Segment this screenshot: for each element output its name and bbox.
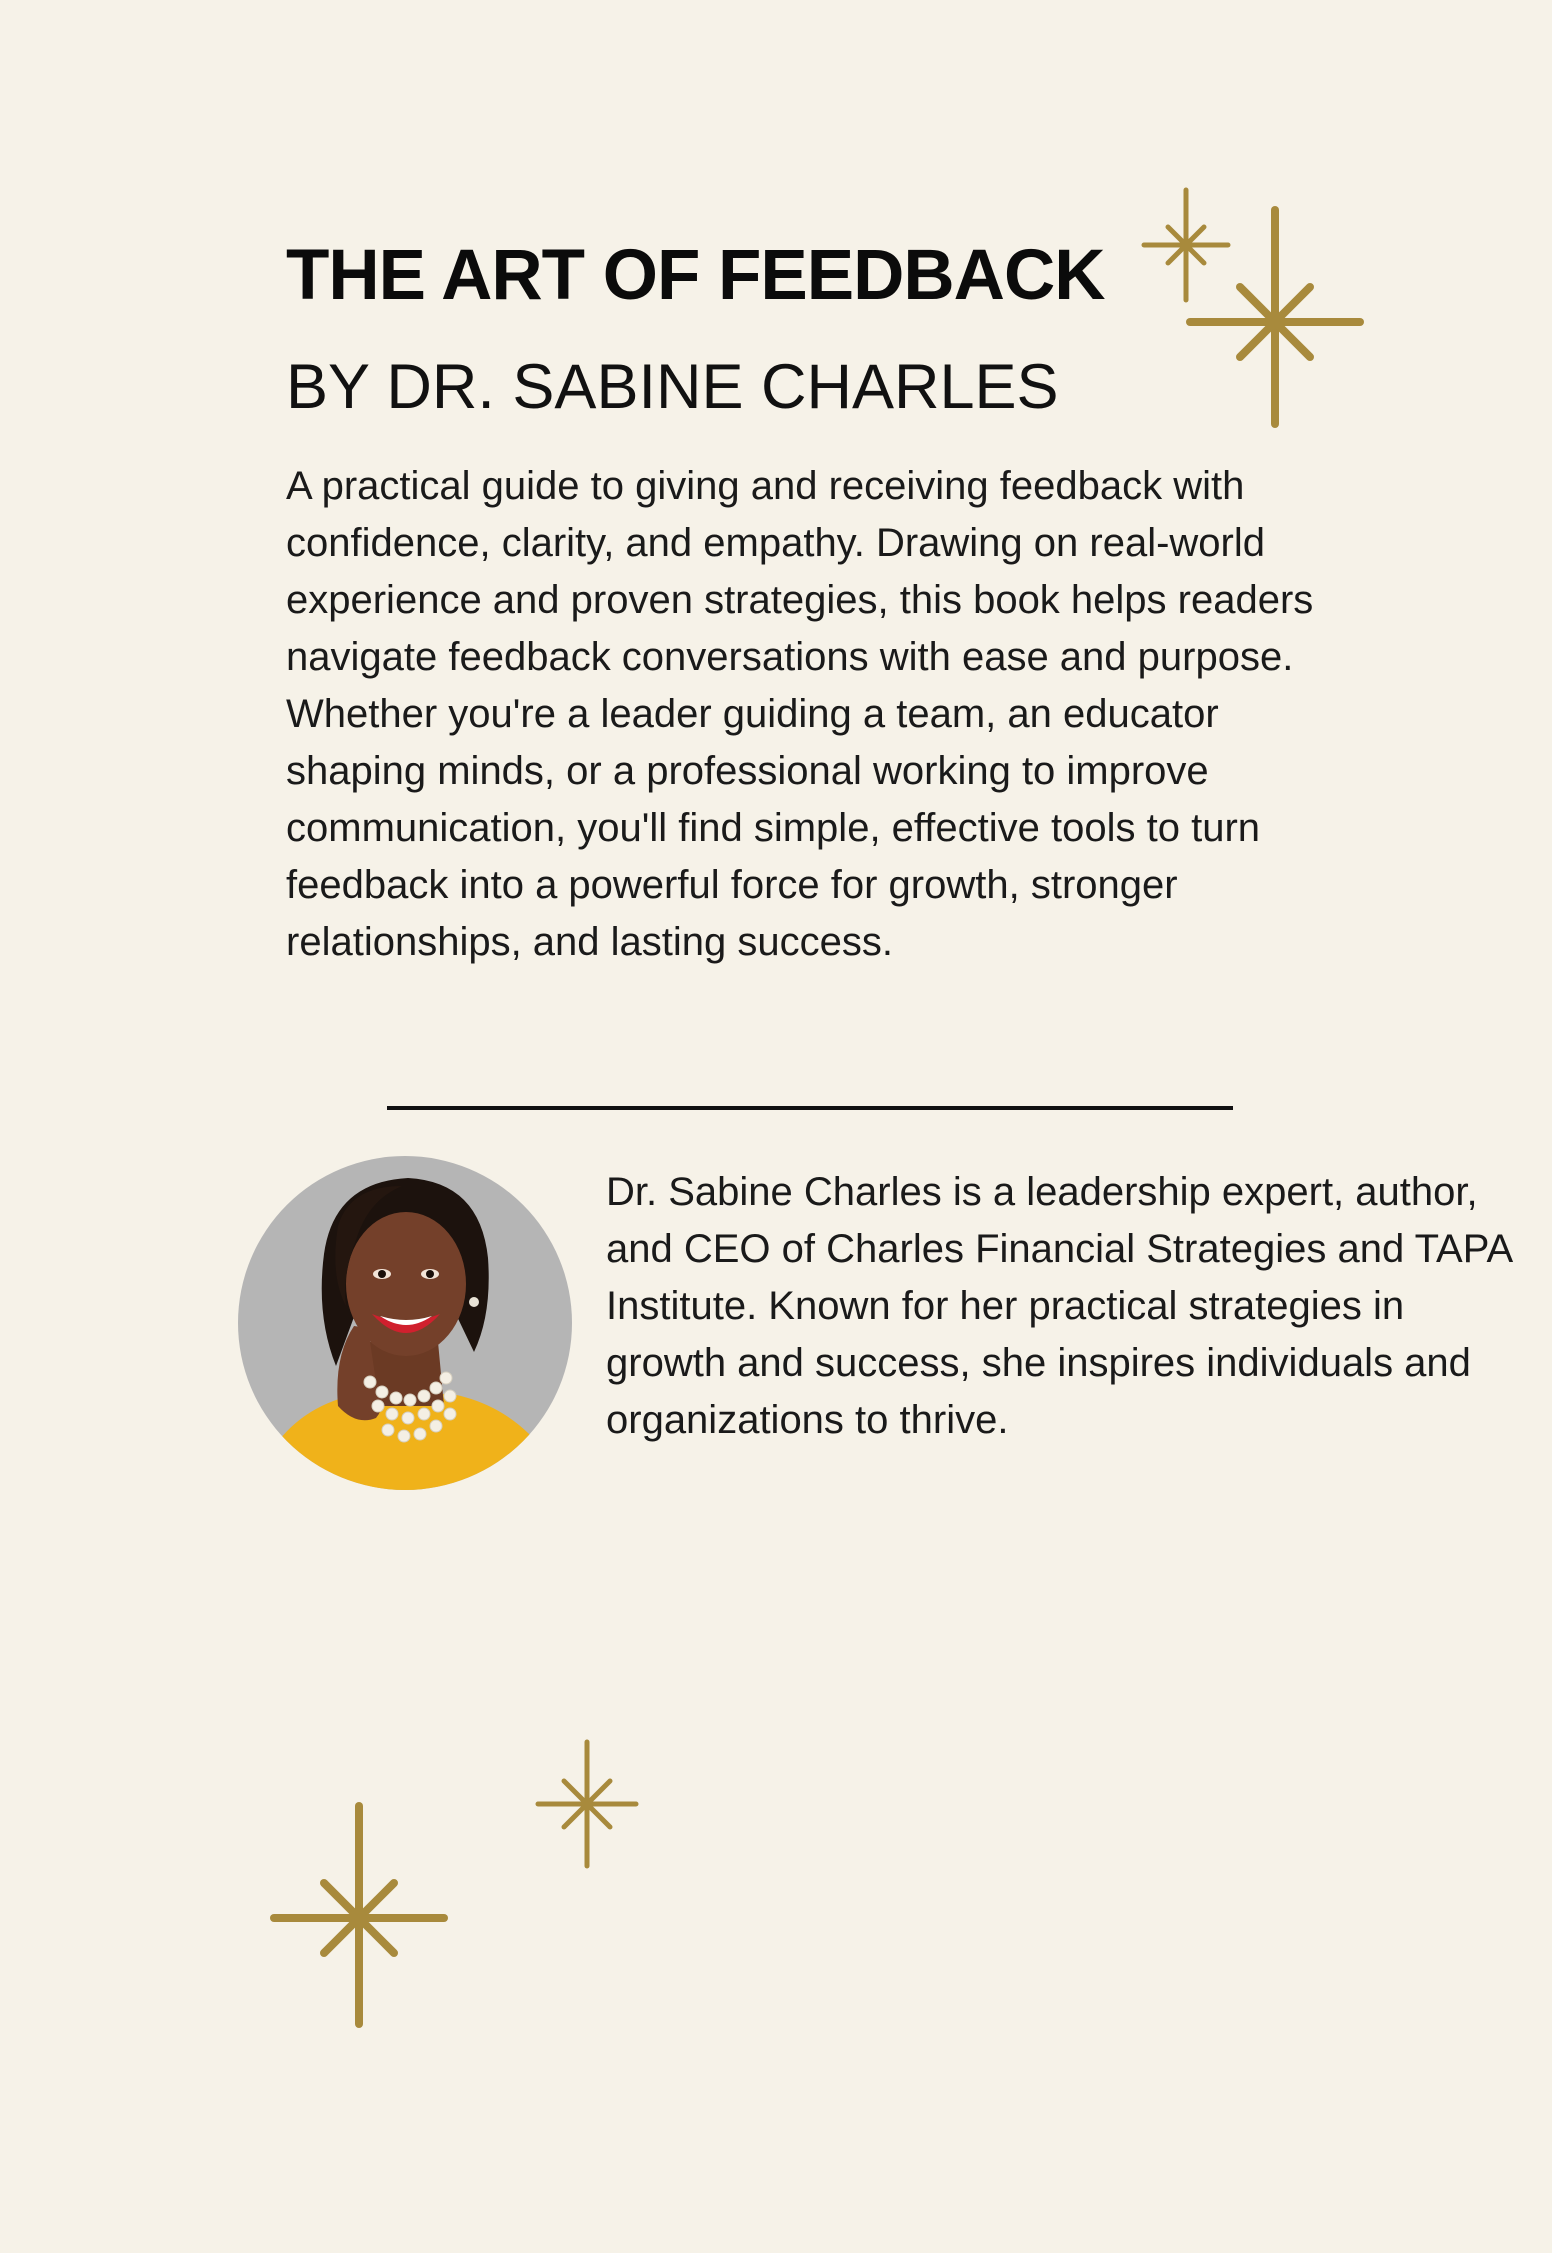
book-byline: BY DR. SABINE CHARLES (286, 352, 1059, 422)
sparkle-icon (1184, 204, 1366, 430)
sparkle-icon (268, 1800, 450, 2030)
author-bio: Dr. Sabine Charles is a leadership expert, author, and CEO of Charles Financial Strategies and TAPA Institute. Known for her practical strategies in growth and success, she inspires individuals and organizations to thrive. (606, 1170, 1511, 1442)
author-photo (238, 1156, 572, 1490)
sparkle-icon (534, 1738, 640, 1870)
book-title: THE ART OF FEEDBACK (286, 236, 1105, 315)
section-divider (387, 1106, 1233, 1110)
book-description: A practical guide to giving and receiving feedback with confidence, clarity, and empathy. Drawing on real-world experience and proven strategies, this book helps readers navigate feedback conversations with ease and purpose. Whether you're a leader guiding a team, an educator shaping minds, or a professional working to improve communication, you'll find simple, effective tools to turn feedback into a powerful force for growth, stronger relationships, and lasting success. (286, 464, 1314, 964)
